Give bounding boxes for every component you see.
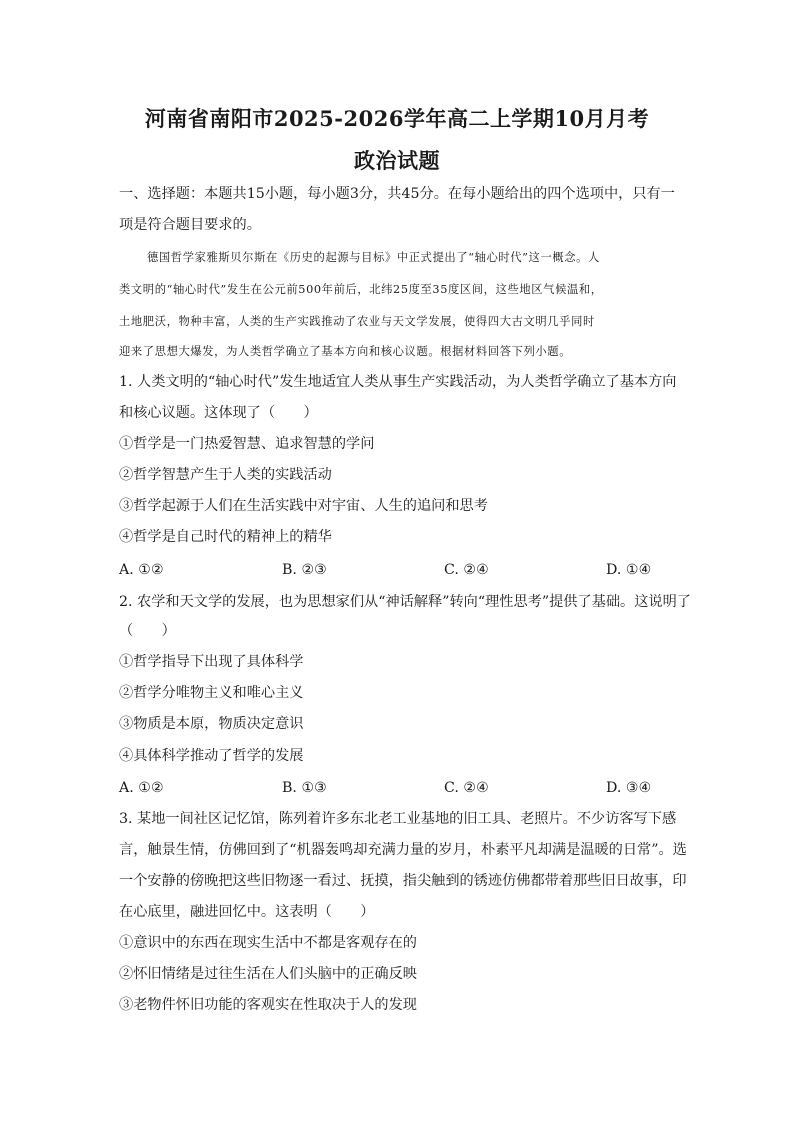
material-paragraph-line: 迎来了思想大爆发，为人类哲学确立了基本方向和核心议题。根据材料回答下列小题。: [119, 345, 572, 358]
answer-option-a[interactable]: A. ①②: [119, 780, 164, 796]
statement-item: ①哲学是一门热爱智慧、追求智慧的学问: [119, 436, 375, 452]
question-stem-line: 言，触景生情，仿佛回到了“机器轰鸣却充满力量的岁月，朴素平凡却满是温暖的日常”。选: [119, 842, 687, 858]
question-stem-line: 3. 某地一间社区记忆馆，陈列着许多东北老工业基地的旧工具、老照片。不少访客写下感: [119, 811, 677, 827]
statement-item: ④哲学是自己时代的精神上的精华: [119, 529, 332, 545]
statement-item: ④具体科学推动了哲学的发展: [119, 748, 304, 764]
answer-option-a[interactable]: A. ①②: [119, 562, 164, 578]
section-intro-line: 一、选择题：本题共15小题，每小题3分，共45分。在每小题给出的四个选项中，只有一: [119, 186, 675, 202]
statement-item: ②哲学智慧产生于人类的实践活动: [119, 467, 332, 483]
statement-item: ②怀旧情绪是过往生活在人们头脑中的正确反映: [119, 966, 417, 982]
statement-item: ③哲学起源于人们在生活实践中对宇宙、人生的追问和思考: [119, 498, 488, 514]
question-stem-line: 和核心议题。这体现了（ ）: [119, 405, 318, 421]
answer-option-d[interactable]: D. ③④: [606, 780, 652, 796]
question-stem-line: 一个安静的傍晚把这些旧物逐一看过、抚摸，指尖触到的锈迹仿佛都带着那些旧日故事，印: [119, 873, 687, 889]
answer-option-d[interactable]: D. ①④: [606, 562, 652, 578]
material-paragraph-line: 土地肥沃，物种丰富，人类的生产实践推动了农业与天文学发展，使得四大古文明几乎同时: [119, 315, 595, 328]
statement-item: ①意识中的东西在现实生活中不都是客观存在的: [119, 935, 417, 951]
material-paragraph-line: 类文明的“轴心时代”发生在公元前500年前后，北纬25度至35度区间，这些地区气候温和，: [119, 283, 603, 296]
exam-subtitle: 政治试题: [354, 148, 440, 173]
question-stem-line: 2. 农学和天文学的发展，也为思想家们从“神话解释”转向“理性思考”提供了基础。这说明了: [119, 594, 691, 610]
statement-item: ②哲学分唯物主义和唯心主义: [119, 685, 304, 701]
section-intro-line: 项是符合题目要求的。: [119, 217, 261, 233]
answer-option-b[interactable]: B. ②③: [282, 562, 327, 578]
statement-item: ①哲学指导下出现了具体科学: [119, 654, 304, 670]
material-paragraph-line: 德国哲学家雅斯贝尔斯在《历史的起源与目标》中正式提出了“轴心时代”这一概念。人: [147, 251, 600, 264]
answer-option-c[interactable]: C. ②④: [444, 780, 489, 796]
statement-item: ③老物件怀旧功能的客观实在性取决于人的发现: [119, 997, 417, 1013]
question-stem-line: 1. 人类文明的“轴心时代”发生地适宜人类从事生产实践活动，为人类哲学确立了基本方向: [119, 374, 677, 390]
answer-option-c[interactable]: C. ②④: [444, 562, 489, 578]
question-stem-line: （ ）: [119, 623, 176, 639]
statement-item: ③物质是本原，物质决定意识: [119, 716, 304, 732]
exam-title: 河南省南阳市2025-2026学年高二上学期10月月考: [144, 106, 650, 131]
question-stem-line: 在心底里，融进回忆中。这表明（ ）: [119, 904, 375, 920]
answer-option-b[interactable]: B. ①③: [282, 780, 327, 796]
